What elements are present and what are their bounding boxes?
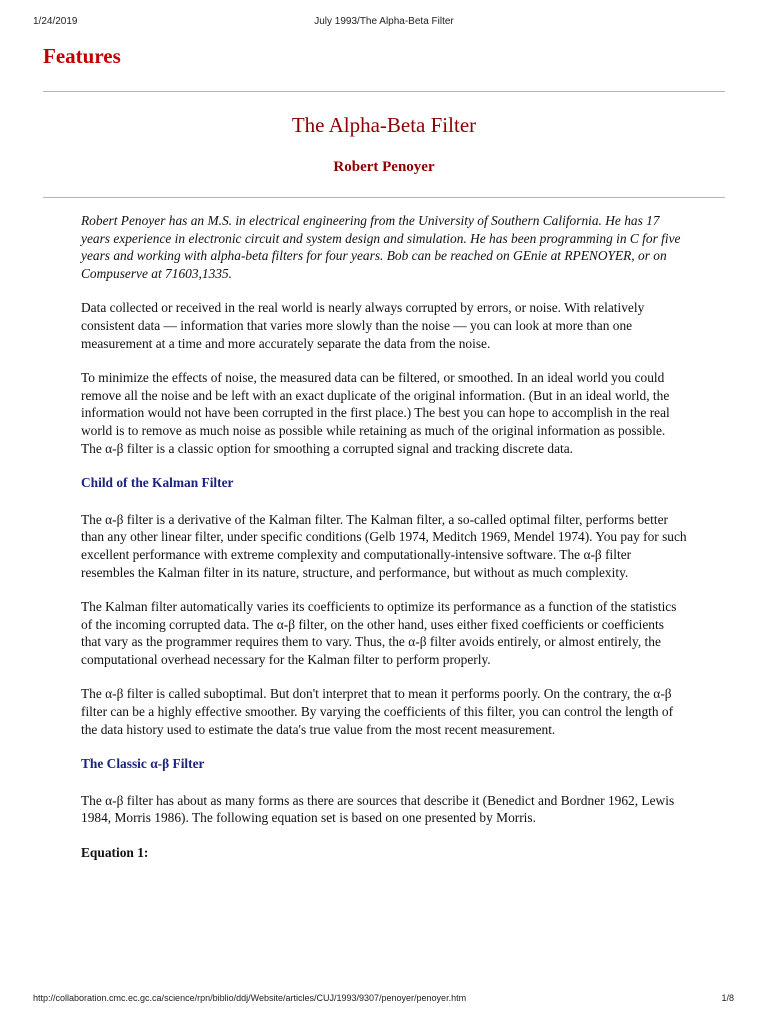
section-heading-classic: The Classic α-β Filter — [81, 756, 205, 772]
article-title: The Alpha-Beta Filter — [291, 113, 477, 137]
intro-paragraph-1: Data collected or received in the real world is nearly always corrupted by errors, or noise. With relatively consistent data — information that varies more slowly than the noise — you can look at more than one measurement at a time and more accurately separate the data from the noise. — [81, 300, 645, 351]
page-number: 1/8 — [721, 993, 734, 1003]
print-page-title: July 1993/The Alpha-Beta Filter — [314, 16, 454, 27]
kalman-paragraph-1: The α-β filter is a derivative of the Kalman filter. The Kalman filter, a so-called optimal filter, performs better than any other linear filter, under specific conditions (Gelb 1974, Meditch 1969, Mendel 1974). You pay for such excellent performance with extreme complexity and computationally-intensive software. The α-β filter resembles the Kalman filter in its nature, structure, and performance, but without as much complexity. — [81, 511, 687, 580]
print-header — [0, 16, 768, 30]
print-date: 1/24/2019 — [33, 16, 78, 27]
top-divider — [43, 91, 725, 92]
author-byline: Robert Penoyer — [333, 159, 435, 175]
section-label: Features — [43, 44, 121, 68]
author-bio: Robert Penoyer has an M.S. in electrical engineering from the University of Southern California. He has 17 years experience in electronic circuit and system design and simulation. He has been programming in C for five years and working with alpha-beta filters for four years. Bob can be reached on GEnie at RPENOYER, or on Compuserve at 71603,1335. — [81, 213, 681, 281]
byline-divider — [43, 197, 725, 198]
print-footer — [0, 993, 768, 1007]
section-heading-kalman: Child of the Kalman Filter — [81, 475, 234, 491]
equation-label: Equation 1: — [81, 845, 149, 861]
print-url[interactable]: http://collaboration.cmc.ec.gc.ca/science/rpn/biblio/ddj/Website/articles/CUJ/1993/9307/penoyer/penoyer.htm — [33, 993, 467, 1003]
kalman-paragraph-2: The Kalman filter automatically varies its coefficients to optimize its performance as a function of the statistics of the incoming corrupted data. The α-β filter, on the other hand, uses either fixed coefficients or coefficients that vary as the programmer requires them to vary. Thus, the α-β filter avoids entirely, or almost entirely, the computational overhead necessary for the Kalman filter to perform properly. — [81, 599, 677, 667]
classic-paragraph-1: The α-β filter has about as many forms as there are sources that describe it (Benedict and Bordner 1962, Lewis 1984, Morris 1986). The following equation set is based on one presented by Morris. — [81, 792, 675, 826]
article-body — [81, 212, 687, 862]
kalman-paragraph-3: The α-β filter is called suboptimal. But don't interpret that to mean it performs poorly. On the contrary, the α-β filter can be a highly effective smoother. By varying the coefficients of this filter, you can control the length of the data history used to estimate the data's true value from the most recent measurement. — [81, 686, 674, 737]
intro-paragraph-2: To minimize the effects of noise, the measured data can be filtered, or smoothed. In an ideal world you could remove all the noise and be left with an exact duplicate of the original information. (But in an ideal world, the information would not have been corrupted in the first place.) The best you can hope to accomplish in the real world is to remove as much noise as possible while retaining as much of the original information as possible. The α-β filter is a classic option for smoothing a corrupted signal and tracking discrete data. — [81, 370, 670, 456]
